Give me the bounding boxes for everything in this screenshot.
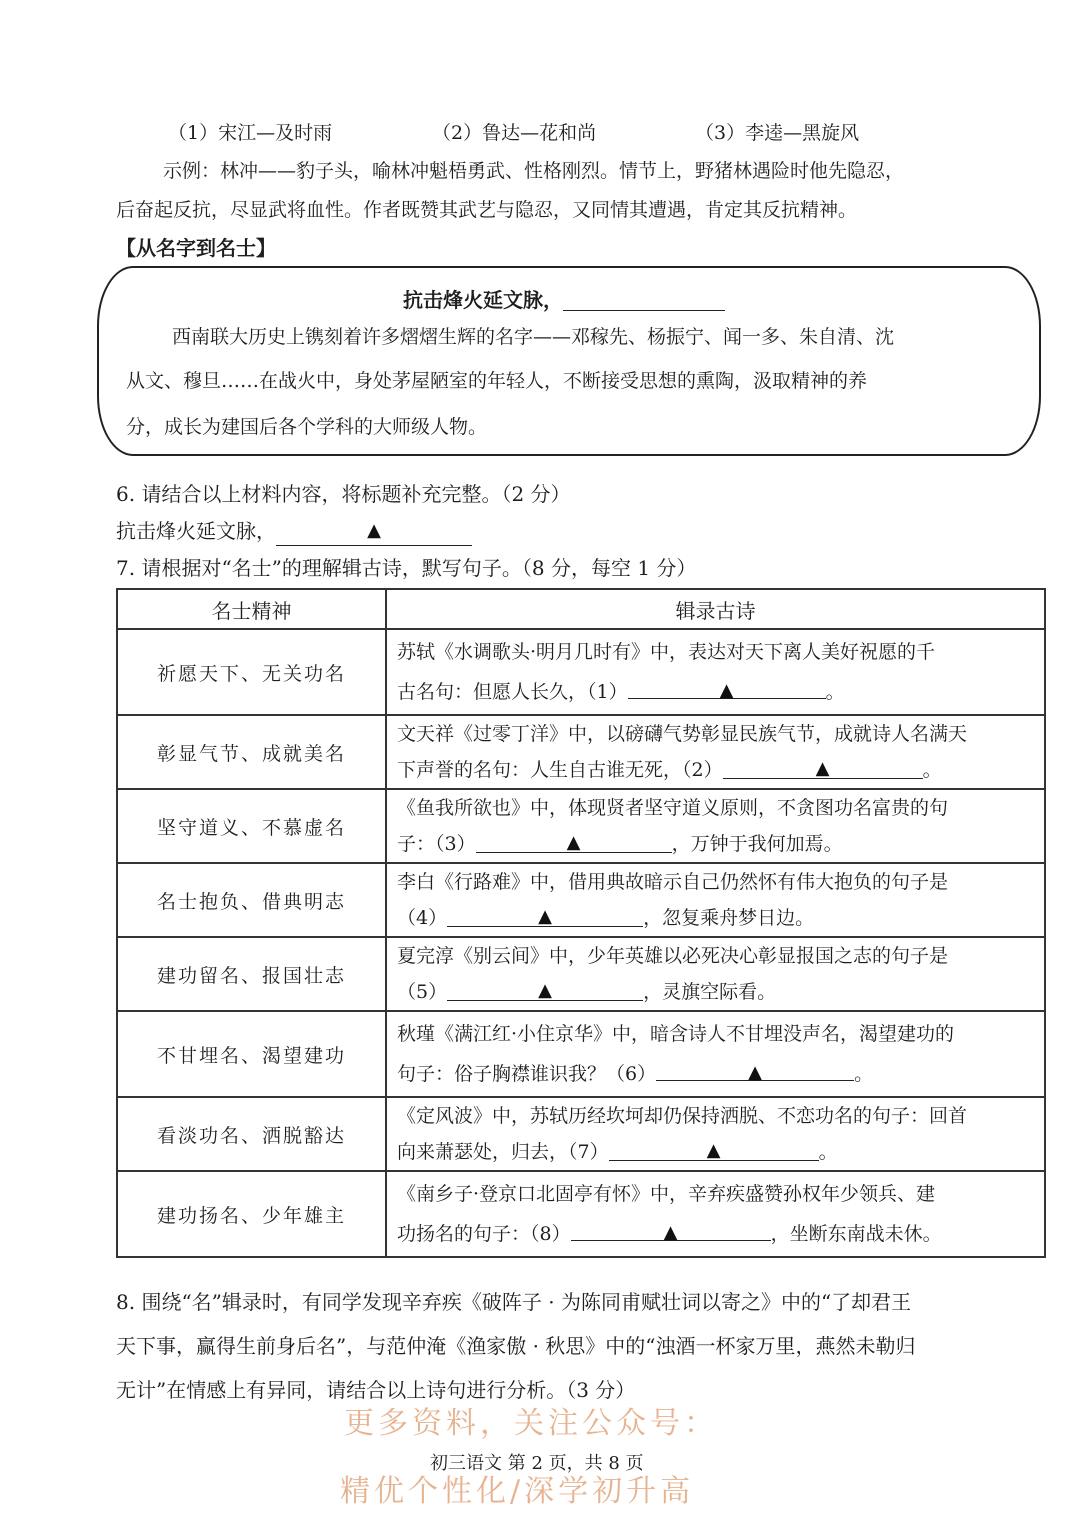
q7-header-right: 辑录古诗: [386, 589, 1045, 629]
poem-prefix: 下声誉的名句：人生自古谁无死，（2）: [397, 759, 723, 781]
q8-line-2: 天下事，赢得生前身后名”，与范仲淹《渔家傲 · 秋思》中的“浊酒一杯家万里，燕然未勒归: [116, 1334, 916, 1358]
spirit-cell: 祈愿天下、无关功名: [117, 629, 386, 715]
poem-suffix: ，坐断东南战未休。: [770, 1223, 942, 1245]
marker-icon: ▲: [663, 1222, 678, 1243]
spirit-cell: 彰显气节、成就美名: [117, 715, 386, 789]
answer-blank-4[interactable]: [447, 904, 643, 927]
answer-item-2: （2）鲁达—花和尚: [432, 122, 597, 144]
poem-line: 苏轼《水调歌头·明月几时有》中，表达对天下离人美好祝愿的千: [397, 641, 936, 663]
q8-line-3: 无计”在情感上有异同，请结合以上诗句进行分析。（3 分）: [116, 1378, 636, 1402]
poem-fill-line: [397, 1134, 1034, 1170]
material-line-2: 从文、穆旦……在战火中，身处茅屋陋室的年轻人，不断接受思想的熏陶，汲取精神的养: [126, 370, 868, 392]
spirit-cell: 坚守道义、不慕虚名: [117, 789, 386, 863]
q7-prompt: 7. 请根据对“名士”的理解辑古诗，默写句子。（8 分，每空 1 分）: [116, 556, 697, 580]
poem-cell: [386, 1171, 1045, 1257]
q7-table: [116, 588, 1046, 1258]
watermark-top: 更多资料，关注公众号：: [344, 1406, 718, 1441]
material-line-3: 分，成长为建国后各个学科的大师级人物。: [126, 416, 488, 438]
poem-suffix: ，灵旗空际看。: [643, 981, 777, 1003]
poem-line: 夏完淳《别云间》中，少年英雄以必死决心彰显报国之志的句子是: [397, 945, 949, 967]
q8-line-1: 8. 围绕“名”辑录时，有同学发现辛弃疾《破阵子 · 为陈同甫赋壮词以寄之》中的“了却君王: [116, 1290, 912, 1314]
poem-prefix: 子：（3）: [397, 833, 476, 855]
table-row: [117, 1097, 1045, 1171]
poem-suffix: ，万钟于我何加焉。: [671, 833, 843, 855]
poem-cell: [386, 1011, 1045, 1097]
poem-cell: [386, 863, 1045, 937]
material-line-1: 西南联大历史上镌刻着许多熠熠生辉的名字——邓稼先、杨振宁、闻一多、朱自清、沈: [172, 326, 895, 348]
poem-cell: [386, 1097, 1045, 1171]
poem-fill-line: [397, 752, 1034, 788]
answer-blank-5[interactable]: [447, 978, 643, 1001]
spirit-cell: 看淡功名、洒脱豁达: [117, 1097, 386, 1171]
poem-prefix: （4）: [397, 907, 448, 929]
answer-blank-8[interactable]: [571, 1218, 771, 1241]
answer-item-3: （3）李逵—黑旋风: [695, 122, 860, 144]
spirit-cell: 建功留名、报国壮志: [117, 937, 386, 1011]
material-title-text: 抗击烽火延文脉，: [403, 288, 563, 312]
poem-cell: [386, 789, 1045, 863]
spirit-cell: 建功扬名、少年雄主: [117, 1171, 386, 1257]
table-row: [117, 937, 1045, 1011]
table-row: [117, 1171, 1045, 1257]
poem-cell: [386, 715, 1045, 789]
answer-blank-3[interactable]: [476, 830, 672, 853]
poem-prefix: 功扬名的句子：（8）: [397, 1223, 571, 1245]
poem-fill-line: [397, 1054, 1034, 1094]
marker-icon: ▲: [538, 980, 553, 1001]
example-line-1: 示例：林冲——豹子头，喻林冲魁梧勇武、性格刚烈。情节上，野猪林遇险时他先隐忍，: [163, 160, 905, 182]
marker-icon: ▲: [748, 1062, 763, 1083]
poem-cell: [386, 629, 1045, 715]
answer-item-1: （1）宋江—及时雨: [168, 122, 333, 144]
poem-suffix: 。: [922, 759, 942, 781]
poem-line: 《鱼我所欲也》中，体现贤者坚守道义原则，不贪图功名富贵的句: [397, 797, 949, 819]
poem-line: 秋瑾《满江红·小住京华》中，暗含诗人不甘埋没声名，渴望建功的: [397, 1023, 955, 1045]
poem-suffix: 。: [818, 1141, 838, 1163]
poem-cell: [386, 937, 1045, 1011]
poem-line: 李白《行路难》中，借用典故暗示自己仍然怀有伟大抱负的句子是: [397, 871, 949, 893]
poem-fill-line: [397, 900, 1034, 936]
poem-line: 《定风波》中，苏轼历经坎坷却仍保持洒脱、不恋功名的句子：回首: [397, 1105, 968, 1127]
table-row: [117, 1011, 1045, 1097]
poem-prefix: 句子：俗子胸襟谁识我？（6）: [397, 1063, 657, 1085]
q6-answer-line: [116, 515, 472, 544]
table-row: [117, 715, 1045, 789]
poem-fill-line: [397, 1214, 1034, 1254]
q6-prompt: 6. 请结合以上材料内容，将标题补充完整。（2 分）: [116, 482, 571, 506]
material-title: [403, 284, 725, 313]
answer-blank-6[interactable]: [656, 1058, 854, 1081]
poem-line: 文天祥《过零丁洋》中，以磅礴气势彰显民族气节，成就诗人名满天: [397, 723, 968, 745]
marker-icon: ▲: [566, 832, 581, 853]
q6-answer-prefix: 抗击烽火延文脉，: [116, 519, 276, 543]
answer-blank-7[interactable]: [609, 1138, 819, 1161]
poem-suffix: 。: [825, 681, 845, 703]
example-line-2: 后奋起反抗，尽显武将血性。作者既赞其武艺与隐忍，又同情其遭遇，肯定其反抗精神。: [116, 199, 858, 221]
poem-line: 《南乡子·登京口北固亭有怀》中，辛弃疾盛赞孙权年少领兵、建: [397, 1183, 936, 1205]
answer-blank-1[interactable]: [628, 676, 826, 699]
marker-icon: ▲: [719, 680, 734, 701]
q6-answer-blank[interactable]: [276, 520, 472, 546]
marker-icon: ▲: [706, 1140, 721, 1161]
answer-blank-2[interactable]: [723, 756, 923, 779]
q6-marker: ▲: [367, 520, 381, 541]
poem-fill-line: [397, 826, 1034, 862]
poem-prefix: 古名句：但愿人长久，（1）: [397, 681, 628, 703]
table-row: [117, 629, 1045, 715]
spirit-cell: 不甘埋名、渴望建功: [117, 1011, 386, 1097]
spirit-cell: 名士抱负、借典明志: [117, 863, 386, 937]
q7-header-left: 名士精神: [117, 589, 386, 629]
table-row: [117, 789, 1045, 863]
poem-prefix: 向来萧瑟处，归去，（7）: [397, 1141, 609, 1163]
material-title-blank: [563, 288, 725, 311]
poem-suffix: 。: [854, 1063, 874, 1085]
marker-icon: ▲: [815, 758, 830, 779]
poem-suffix: ，忽复乘舟梦日边。: [643, 907, 815, 929]
marker-icon: ▲: [538, 906, 553, 927]
poem-prefix: （5）: [397, 981, 448, 1003]
section-heading: 【从名字到名士】: [116, 236, 276, 260]
poem-fill-line: [397, 974, 1034, 1010]
page-info: 初三语文 第 2 页，共 8 页: [430, 1453, 644, 1474]
watermark-bottom: 精优个性化/深学初升高: [340, 1474, 695, 1509]
table-row: [117, 863, 1045, 937]
poem-fill-line: [397, 672, 1034, 712]
